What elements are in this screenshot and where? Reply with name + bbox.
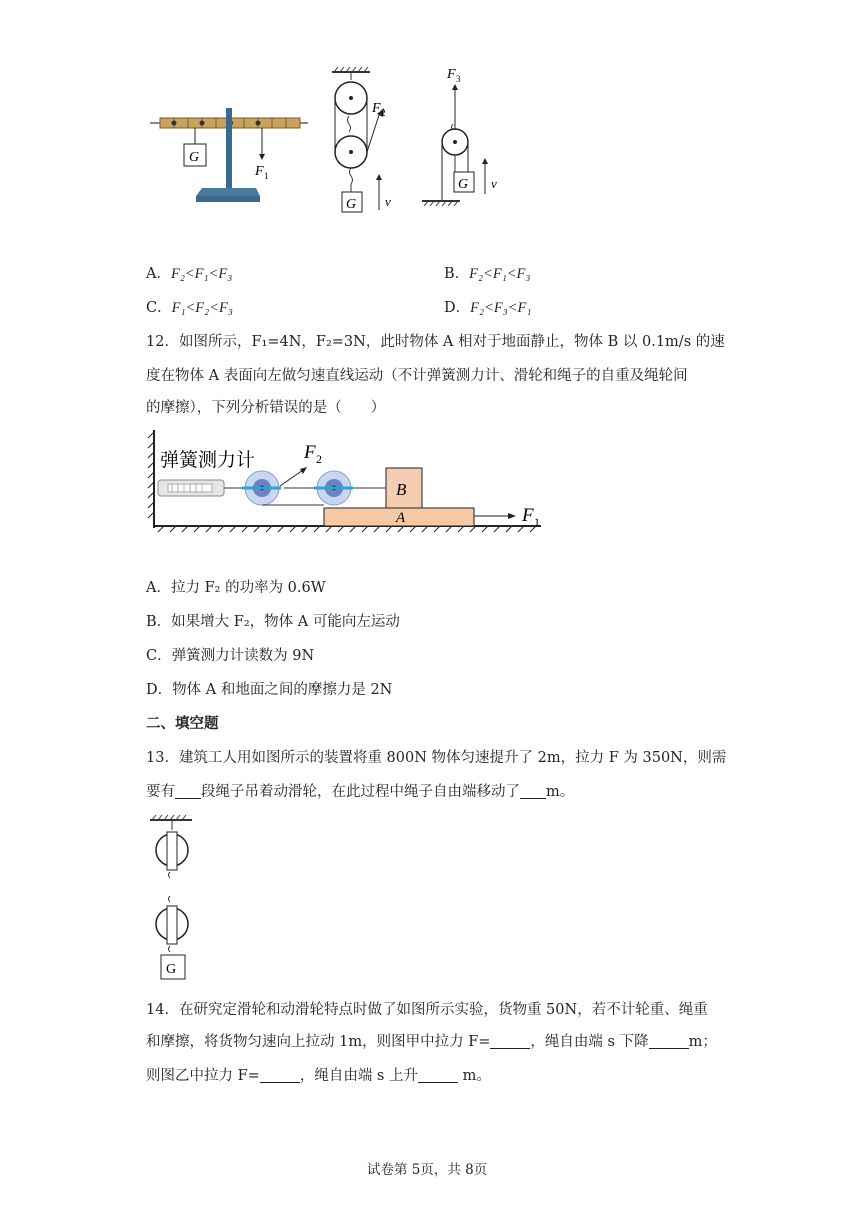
- q12-option-d[interactable]: [146, 680, 392, 700]
- lever-figure: [150, 108, 308, 202]
- q11-option-b[interactable]: [444, 264, 530, 284]
- q14-line-1: [146, 1000, 708, 1020]
- q12-option-c[interactable]: [146, 646, 314, 666]
- svg-text:2: 2: [316, 452, 322, 466]
- svg-text:F: F: [255, 164, 264, 179]
- svg-text:弹簧测力计: 弹簧测力计: [160, 450, 256, 471]
- answer-blank[interactable]: [649, 1034, 689, 1049]
- q13-figure: [146, 812, 206, 982]
- movable-pulley-figure: [422, 67, 497, 206]
- option-text: 弹簧测力计读数为 9N: [171, 648, 315, 664]
- answer-blank[interactable]: [490, 1034, 530, 1049]
- answer-blank[interactable]: [520, 784, 546, 799]
- svg-text:F: F: [372, 101, 381, 116]
- option-letter: A．: [146, 580, 171, 596]
- svg-text:G: G: [346, 197, 357, 212]
- option-letter: C．: [146, 648, 172, 664]
- q12-line-2: 度在物体 A 表面向左做匀速直线运动（不计弹簧测力计、滑轮和绳子的自重及绳轮间: [146, 368, 688, 384]
- question-number: 13．: [146, 750, 179, 766]
- answer-blank[interactable]: [418, 1068, 458, 1083]
- svg-text:F: F: [447, 67, 456, 82]
- q12-line-1: [146, 332, 725, 352]
- svg-text:G: G: [458, 177, 469, 192]
- svg-text:G: G: [189, 150, 200, 165]
- option-text: F₂<F₁<F₃: [170, 266, 233, 282]
- option-letter: B．: [146, 614, 172, 630]
- option-text: F₂<F₁<F₃: [469, 266, 531, 282]
- option-text: F₂<F₃<F₁: [470, 300, 532, 316]
- q11-figures: [140, 60, 520, 220]
- section-title: 二、填空题: [146, 715, 219, 732]
- question-text: 如图所示，F₁=4N，F₂=3N，此时物体 A 相对于地面静止，物体 B 以 0.1m/s 的速: [178, 334, 725, 350]
- svg-text:2: 2: [381, 108, 386, 118]
- option-letter: D．: [146, 682, 173, 698]
- q12-option-b[interactable]: [146, 612, 400, 632]
- question-text: 建筑工人用如图所示的装置将重 800N 物体匀速提升了 2m，拉力 F 为 350N，则需: [178, 750, 727, 766]
- svg-text:F: F: [304, 442, 316, 463]
- option-text: 拉力 F₂ 的功率为 0.6W: [170, 580, 326, 596]
- answer-blank[interactable]: [260, 1068, 300, 1083]
- question-number: 12．: [146, 334, 179, 350]
- option-text: F₁<F₂<F₃: [171, 300, 233, 316]
- option-letter: B．: [444, 266, 470, 282]
- q11-option-d[interactable]: [444, 298, 531, 318]
- q11-option-c[interactable]: [146, 298, 233, 318]
- q13-line-1: [146, 748, 726, 768]
- svg-text:A: A: [396, 510, 406, 526]
- svg-text:F: F: [522, 505, 534, 526]
- pulley-block-figure: [332, 67, 391, 212]
- option-letter: A．: [146, 266, 171, 282]
- q12-option-a[interactable]: [146, 578, 326, 598]
- q12-figure: [146, 428, 546, 538]
- question-number: 14．: [146, 1002, 179, 1018]
- option-text: 如果增大 F₂，物体 A 可能向左运动: [171, 614, 400, 630]
- svg-text:3: 3: [456, 74, 461, 84]
- svg-text:1: 1: [534, 515, 540, 529]
- q14-line-2: 和摩擦，将货物匀速向上拉动 1m，则图甲中拉力 F= ，绳自由端 s 下降 m；: [146, 1034, 717, 1050]
- option-letter: C．: [146, 300, 172, 316]
- answer-blank[interactable]: [175, 784, 201, 799]
- option-text: 物体 A 和地面之间的摩擦力是 2N: [172, 682, 393, 698]
- svg-text:v: v: [491, 176, 497, 191]
- q11-option-a[interactable]: [146, 264, 232, 284]
- svg-text:B: B: [396, 480, 407, 499]
- q12-line-3: 的摩擦），下列分析错误的是（ ）: [146, 400, 386, 416]
- svg-text:1: 1: [264, 171, 269, 181]
- q14-line-3: 则图乙中拉力 F= ，绳自由端 s 上升 m。: [146, 1068, 491, 1084]
- option-letter: D．: [444, 300, 471, 316]
- svg-text:G: G: [166, 962, 177, 977]
- svg-text:v: v: [385, 194, 391, 209]
- question-text: 在研究定滑轮和动滑轮特点时做了如图所示实验，货物重 50N，若不计轮重、绳重: [178, 1002, 708, 1018]
- page-footer: 试卷第 5页，共 8页: [367, 1162, 488, 1178]
- q13-line-2: 要有 段绳子吊着动滑轮，在此过程中绳子自由端移动了 m。: [146, 784, 575, 800]
